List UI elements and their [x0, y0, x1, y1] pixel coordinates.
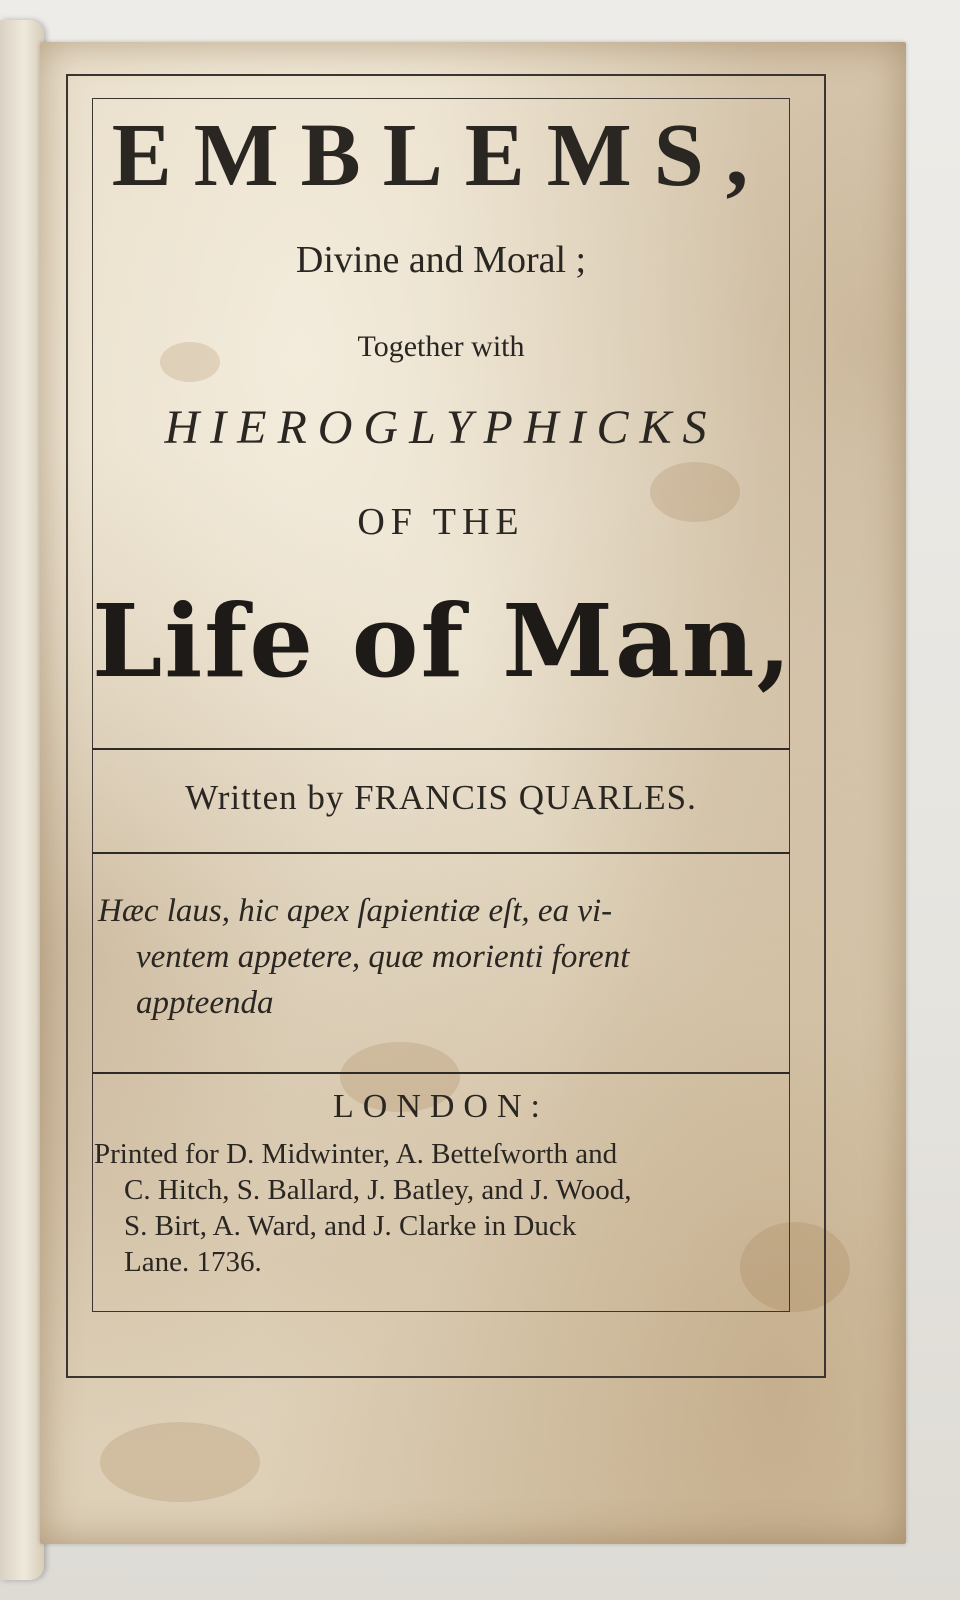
subtitle-line: Together with: [357, 330, 525, 363]
title-page: [40, 42, 906, 1544]
divider-rule: [92, 1072, 790, 1074]
divider-rule: [92, 852, 790, 854]
book-leaves-edge: [0, 20, 44, 1580]
imprint-line: S. Birt, A. Ward, and J. Clarke in Duck: [124, 1210, 577, 1242]
imprint-line: Lane. 1736.: [124, 1246, 262, 1278]
divider-rule: [92, 748, 790, 750]
book-title: EMBLEMS,: [111, 106, 771, 205]
imprint-place: LONDON:: [333, 1088, 549, 1125]
foxing-stain: [100, 1422, 260, 1502]
author-line: Written by FRANCIS QUARLES.: [185, 778, 697, 817]
motto-line: ventem appetere, quæ morienti forent: [136, 939, 630, 975]
imprint-text: [94, 1136, 794, 1280]
motto-line: Hæc laus, hic apex ſapientiæ eſt, ea vi-: [98, 893, 613, 929]
imprint-line: C. Hitch, S. Ballard, J. Batley, and J. Wood,: [124, 1174, 632, 1206]
subtitle-line: OF THE: [357, 501, 525, 543]
blackletter-subtitle: Life of Man,: [92, 582, 794, 700]
latin-motto: [98, 888, 788, 1026]
imprint-line: Printed for D. Midwinter, A. Betteſworth and: [94, 1138, 618, 1170]
subtitle-line: Divine and Moral ;: [295, 239, 587, 281]
motto-line: appteenda: [136, 985, 274, 1021]
subtitle-line: HIEROGLYPHICKS: [164, 401, 718, 454]
